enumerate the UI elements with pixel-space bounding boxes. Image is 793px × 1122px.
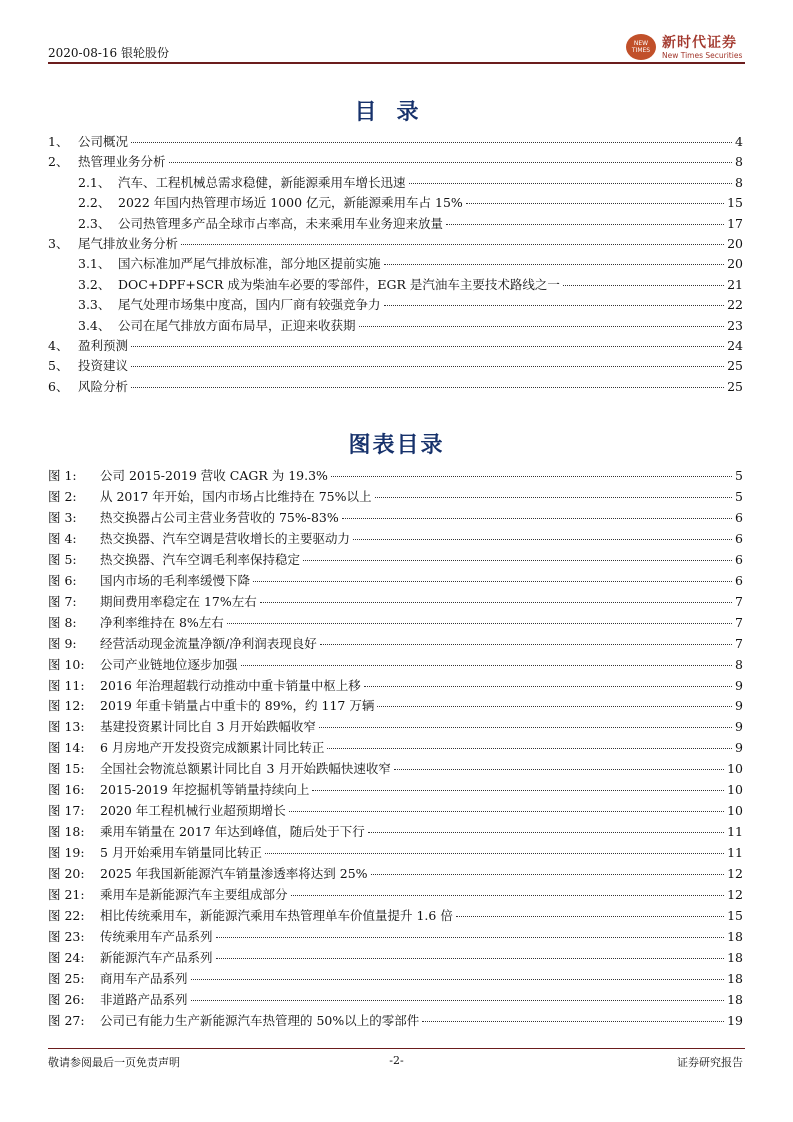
leader-dots	[241, 665, 733, 666]
figure-entry-text: 期间费用率稳定在 17%左右	[100, 593, 257, 609]
leader-dots	[327, 748, 732, 749]
leader-dots	[371, 874, 725, 875]
toc-entry-number: 3、	[48, 236, 69, 251]
leader-dots	[131, 387, 724, 388]
leader-dots	[456, 916, 724, 917]
figure-entry-number: 图 18:	[48, 824, 85, 840]
figure-entry-number: 图 24:	[48, 949, 85, 965]
toc-entry-page: 25	[727, 378, 743, 394]
figure-entry-page: 9	[735, 740, 743, 756]
toc-entry[interactable]	[78, 175, 743, 191]
leader-dots	[265, 853, 724, 854]
figure-entry-number: 图 27:	[48, 1012, 85, 1028]
figure-entry-page: 15	[727, 907, 743, 923]
figure-entry-text: 传统乘用车产品系列	[100, 928, 213, 944]
logo-mark-icon: NEW TIMES	[626, 34, 656, 60]
toc-entry[interactable]	[78, 318, 743, 334]
toc-entry[interactable]	[78, 256, 743, 272]
toc-title: 目录	[354, 99, 439, 125]
figure-entry-page: 9	[735, 698, 743, 714]
leader-dots	[368, 832, 724, 833]
leader-dots	[303, 560, 732, 561]
figure-entry-number: 图 17:	[48, 803, 85, 819]
toc-entry-text: 汽车、工程机械总需求稳健，新能源乘用车增长迅速	[118, 174, 406, 190]
figure-entry[interactable]	[48, 992, 743, 1008]
figure-entry[interactable]	[48, 887, 743, 903]
toc-entry-page: 22	[727, 297, 743, 313]
figure-entry-page: 9	[735, 677, 743, 693]
toc-entry[interactable]	[48, 154, 743, 170]
leader-dots	[342, 518, 732, 519]
leader-dots	[260, 602, 732, 603]
toc-entry-text: 公司热管理多产品全球市占率高，未来乘用车业务迎来放量	[118, 215, 444, 231]
leader-dots	[563, 285, 724, 286]
toc-entry[interactable]	[78, 297, 743, 313]
figure-entry[interactable]	[48, 971, 743, 987]
toc-entry-page: 17	[727, 215, 743, 231]
figure-entry-number: 图 19:	[48, 845, 85, 861]
toc-entry-text: 热管理业务分析	[78, 154, 166, 170]
toc-entry-number: 2、	[48, 154, 69, 170]
toc-entry-number: 4、	[48, 338, 69, 353]
toc-entry-page: 24	[727, 338, 743, 353]
toc-entry-page: 25	[727, 358, 743, 374]
figure-entry[interactable]	[48, 824, 743, 840]
figure-entry-number: 图 15:	[48, 761, 85, 777]
header-date-company: 2020-08-16 银轮股份	[48, 46, 170, 60]
figure-entry-number: 图 9:	[48, 635, 77, 651]
leader-dots	[364, 686, 732, 687]
toc-entry-text: 公司概况	[78, 134, 129, 149]
figure-entry-number: 图 5:	[48, 551, 77, 567]
leader-dots	[191, 1000, 725, 1001]
toc-entry-number: 2.1、	[78, 174, 111, 190]
figure-entry-page: 11	[727, 845, 743, 861]
figure-entry-page: 7	[735, 635, 743, 651]
figure-entry[interactable]	[48, 782, 743, 798]
figure-entry-text: 2015-2019 年挖掘机等销量持续向上	[100, 782, 310, 798]
figure-entry-page: 7	[735, 593, 743, 609]
figure-entry-number: 图 25:	[48, 970, 85, 986]
figure-entry[interactable]	[48, 636, 743, 652]
figure-entry-number: 图 4:	[48, 530, 77, 546]
figure-entry-page: 18	[727, 949, 743, 965]
figure-entry-text: 基建投资累计同比自 3 月开始跌幅收窄	[100, 719, 316, 735]
toc-entry-text: DOC+DPF+SCR 成为柴油车必要的零部件，EGR 是汽油车主要技术路线之一	[118, 276, 560, 292]
figure-entry-page: 18	[727, 991, 743, 1007]
leader-dots	[466, 203, 724, 204]
leader-dots	[191, 979, 725, 980]
figure-entry[interactable]	[48, 468, 743, 484]
toc-entry[interactable]	[48, 379, 743, 395]
toc-entry-text: 投资建议	[78, 358, 129, 374]
company-logo	[626, 32, 751, 64]
figure-entry[interactable]	[48, 698, 743, 714]
figure-entry-text: 2016 年治理超载行动推动中重卡销量中枢上移	[100, 677, 361, 693]
leader-dots	[320, 644, 732, 645]
leader-dots	[181, 244, 724, 245]
figure-entry-text: 非道路产品系列	[100, 991, 188, 1007]
figure-entry-text: 全国社会物流总额累计同比自 3 月开始跌幅快速收窄	[100, 761, 391, 777]
figure-entry[interactable]	[48, 908, 743, 924]
figure-entry-text: 5 月开始乘用车销量同比转正	[100, 845, 262, 861]
leader-dots	[319, 727, 732, 728]
figure-entry[interactable]	[48, 950, 743, 966]
toc-entry-page: 15	[727, 195, 743, 211]
figure-entry-page: 6	[735, 530, 743, 546]
figure-entry-text: 热交换器、汽车空调毛利率保持稳定	[100, 551, 301, 567]
figure-entry-number: 图 14:	[48, 740, 85, 756]
figure-entry-text: 乘用车销量在 2017 年达到峰值，随后处于下行	[100, 824, 365, 840]
figure-entry-text: 新能源汽车产品系列	[100, 949, 213, 965]
leader-dots	[409, 183, 733, 184]
figure-entry-number: 图 23:	[48, 928, 85, 944]
toc-entry-text: 国六标准加严尾气排放标准，部分地区提前实施	[118, 256, 381, 272]
toc-entry-page: 23	[727, 317, 743, 333]
leader-dots	[312, 790, 724, 791]
figure-entry-number: 图 6:	[48, 572, 77, 588]
figure-entry-number: 图 16:	[48, 782, 85, 798]
figure-entry[interactable]	[48, 594, 743, 610]
figure-entry[interactable]	[48, 573, 743, 589]
figure-entry-page: 6	[735, 551, 743, 567]
leader-dots	[291, 895, 725, 896]
leader-dots	[375, 497, 733, 498]
leader-dots	[131, 366, 724, 367]
figure-entry-text: 2025 年我国新能源汽车销量渗透率将达到 25%	[100, 866, 368, 882]
toc-entry-page: 20	[727, 236, 743, 251]
figure-entry[interactable]	[48, 845, 743, 861]
figure-entry[interactable]	[48, 552, 743, 568]
figure-entry-text: 6 月房地产开发投资完成额累计同比转正	[100, 740, 325, 756]
figure-entry-page: 18	[727, 928, 743, 944]
header-divider	[48, 62, 745, 64]
figure-entry[interactable]	[48, 803, 743, 819]
figure-entry[interactable]	[48, 657, 743, 673]
figure-entry[interactable]	[48, 510, 743, 526]
figure-entry-page: 11	[727, 824, 743, 840]
figure-entry-number: 图 10:	[48, 656, 85, 672]
figure-entry[interactable]	[48, 719, 743, 735]
figure-entry-page: 5	[735, 488, 743, 504]
figure-entry-page: 12	[727, 866, 743, 882]
figure-entry-page: 6	[735, 509, 743, 525]
toc-entry-number: 3.3、	[78, 297, 111, 313]
toc-entry[interactable]	[78, 277, 743, 293]
toc-entry-text: 2022 年国内热管理市场近 1000 亿元，新能源乘用车占 15%	[118, 195, 463, 211]
page-number: -2-	[389, 1054, 404, 1067]
figure-entry-page: 10	[727, 782, 743, 798]
figure-entry-text: 经营活动现金流量净额/净利润表现良好	[100, 635, 317, 651]
toc-entry-number: 5、	[48, 358, 69, 374]
toc-entry-number: 6、	[48, 378, 69, 394]
leader-dots	[359, 326, 725, 327]
toc-entry-number: 1、	[48, 134, 69, 149]
toc-entry-number: 3.1、	[78, 256, 111, 272]
figure-entry[interactable]	[48, 489, 743, 505]
figure-entry[interactable]	[48, 615, 743, 631]
leader-dots	[227, 623, 732, 624]
figure-entry-text: 热交换器、汽车空调是营收增长的主要驱动力	[100, 530, 351, 546]
figure-entry-number: 图 26:	[48, 991, 85, 1007]
toc-entry[interactable]	[78, 195, 743, 211]
toc-entry-text: 尾气处理市场集中度高，国内厂商有较强竞争力	[118, 297, 381, 313]
figure-entry-number: 图 1:	[48, 468, 77, 483]
figure-entry[interactable]	[48, 929, 743, 945]
leader-dots	[253, 581, 732, 582]
figures-title: 图表目录	[348, 432, 445, 458]
toc-entry-page: 8	[735, 154, 743, 170]
figure-entry[interactable]	[48, 866, 743, 882]
leader-dots	[216, 937, 725, 938]
figure-entry-number: 图 3:	[48, 509, 77, 525]
figure-entry-text: 国内市场的毛利率缓慢下降	[100, 572, 251, 588]
figure-entry-text: 2019 年重卡销量占中重卡的 89%，约 117 万辆	[100, 698, 375, 714]
toc-entry[interactable]	[48, 236, 743, 252]
toc-entry-page: 4	[735, 134, 743, 149]
figure-entry-page: 5	[735, 468, 743, 483]
logo-name-en: New Times Securities	[662, 51, 743, 60]
figure-entry[interactable]	[48, 531, 743, 547]
footer-report-type: 证券研究报告	[677, 1056, 743, 1069]
figure-entry-text: 乘用车是新能源汽车主要组成部分	[100, 887, 288, 902]
toc-entry-number: 2.2、	[78, 195, 111, 211]
leader-dots	[377, 706, 732, 707]
figure-entry-page: 10	[727, 803, 743, 819]
figure-entry-text: 公司 2015-2019 营收 CAGR 为 19.3%	[100, 468, 328, 483]
figure-entry-number: 图 21:	[48, 887, 85, 902]
toc-entry[interactable]	[78, 216, 743, 232]
figure-entry[interactable]	[48, 761, 743, 777]
figure-entry[interactable]	[48, 740, 743, 756]
leader-dots	[384, 264, 725, 265]
figure-entry-page: 7	[735, 614, 743, 630]
leader-dots	[446, 224, 724, 225]
figure-entry-page: 19	[727, 1012, 743, 1028]
leader-dots	[131, 142, 732, 143]
figure-entry-number: 图 20:	[48, 866, 85, 882]
figure-entry-number: 图 7:	[48, 593, 77, 609]
toc-entry-text: 盈利预测	[78, 338, 129, 353]
figure-entry-number: 图 13:	[48, 719, 85, 735]
leader-dots	[169, 162, 733, 163]
figure-entry-page: 8	[735, 656, 743, 672]
toc-entry-page: 20	[727, 256, 743, 272]
figure-entry[interactable]	[48, 678, 743, 694]
figure-entry[interactable]	[48, 1013, 743, 1029]
figure-entry-number: 图 2:	[48, 488, 77, 504]
toc-entry-page: 21	[727, 276, 743, 292]
leader-dots	[216, 958, 725, 959]
figure-entry-text: 净利率维持在 8%左右	[100, 614, 224, 630]
toc-entry-text: 尾气排放业务分析	[78, 236, 179, 251]
figure-entry-text: 相比传统乘用车，新能源汽乘用车热管理单车价值量提升 1.6 倍	[100, 907, 453, 923]
leader-dots	[394, 769, 724, 770]
figure-entry-text: 从 2017 年开始，国内市场占比维持在 75%以上	[100, 488, 372, 504]
toc-entry[interactable]	[48, 358, 743, 374]
figure-entry-text: 2020 年工程机械行业超预期增长	[100, 803, 286, 819]
figure-entry-text: 商用车产品系列	[100, 970, 188, 986]
logo-name-cn: 新时代证券	[662, 35, 737, 51]
figure-entry-page: 10	[727, 761, 743, 777]
figure-entry-text: 公司已有能力生产新能源汽车热管理的 50%以上的零部件	[100, 1012, 420, 1028]
footer-disclaimer[interactable]: 敬请参阅最后一页免责声明	[48, 1056, 180, 1069]
toc-entry-number: 3.2、	[78, 276, 111, 292]
figure-entry-page: 9	[735, 719, 743, 735]
toc-entry-text: 公司在尾气排放方面布局早，正迎来收获期	[118, 317, 356, 333]
leader-dots	[131, 346, 724, 347]
figure-entry-text: 热交换器占公司主营业务营收的 75%-83%	[100, 509, 339, 525]
leader-dots	[422, 1021, 724, 1022]
toc-entry[interactable]	[48, 338, 743, 354]
toc-entry-number: 2.3、	[78, 215, 111, 231]
figure-entry-text: 公司产业链地位逐步加强	[100, 656, 238, 672]
toc-entry-number: 3.4、	[78, 317, 111, 333]
leader-dots	[289, 811, 724, 812]
figure-entry-number: 图 12:	[48, 698, 85, 714]
leader-dots	[331, 476, 732, 477]
figure-entry-page: 12	[727, 887, 743, 902]
figure-entry-number: 图 11:	[48, 677, 85, 693]
footer-divider	[48, 1048, 745, 1049]
leader-dots	[384, 305, 725, 306]
figure-entry-page: 6	[735, 572, 743, 588]
leader-dots	[353, 539, 732, 540]
toc-entry[interactable]	[48, 134, 743, 150]
figure-entry-page: 18	[727, 970, 743, 986]
figure-entry-number: 图 22:	[48, 907, 85, 923]
toc-entry-page: 8	[735, 174, 743, 190]
figure-entry-number: 图 8:	[48, 614, 77, 630]
toc-entry-text: 风险分析	[78, 378, 129, 394]
